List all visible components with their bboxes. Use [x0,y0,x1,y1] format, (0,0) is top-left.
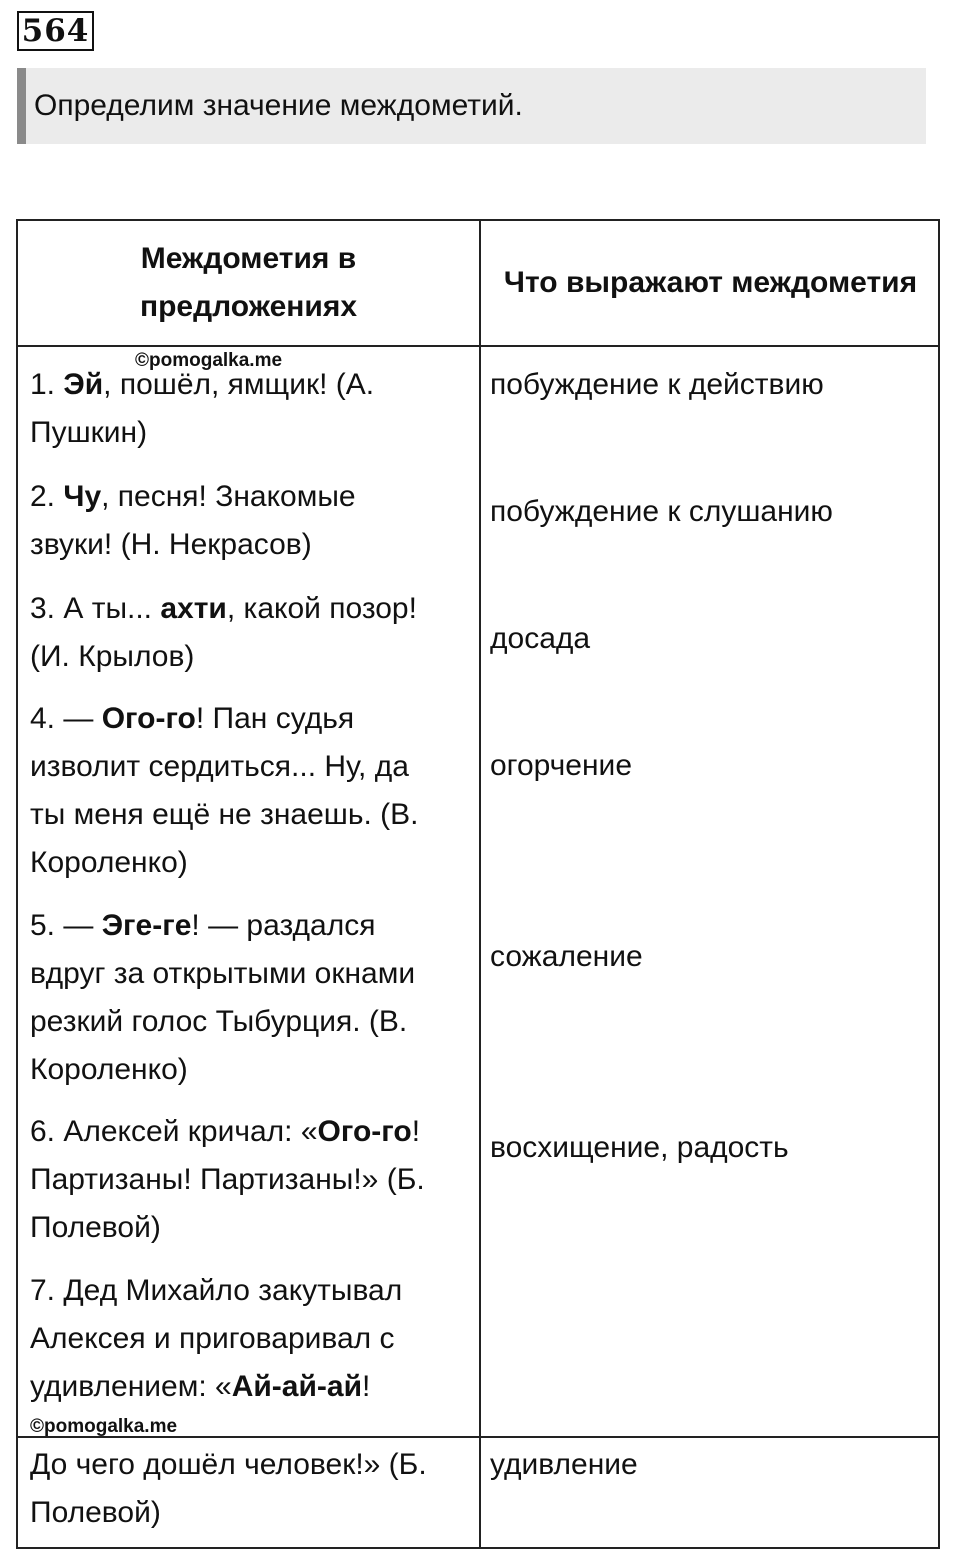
row-5-meaning: сожаление [490,940,643,973]
row-5-sentence [30,902,415,1094]
intro-text: Определим значение междометий. [17,68,926,144]
header-divider [18,345,938,347]
sentence-line: изволит сердиться... Ну, да [30,750,409,783]
header-meaning [481,221,940,345]
sentence-line: 6. Алексей кричал: «Ого-го! [30,1115,421,1148]
row-4-meaning: огорчение [490,749,633,782]
row-6-sentence [30,1108,425,1252]
header-right-label: Что выражают междометия [503,266,918,299]
row-8-meaning: удивление [490,1448,638,1481]
sentence-line: 3. А ты... ахти, какой позор! [30,592,417,625]
sentence-line: До чего дошёл человек!» (Б. [30,1448,427,1481]
sentence-line: (И. Крылов) [30,640,195,673]
sentence-line: 4. — Ого-го! Пан судья [30,702,355,735]
sentence-line: 1. Эй, пошёл, ямщик! (А. [30,368,375,401]
row-1-meaning: побуждение к действию [490,368,824,401]
sentence-line: 7. Дед Михайло закутывал [30,1274,403,1307]
row-1-sentence [30,361,374,457]
column-divider [479,221,481,1547]
row-2-sentence [30,473,356,569]
row-2-meaning: побуждение к слушанию [490,495,833,528]
watermark-top: ©pomogalka.me [135,350,283,371]
row-3-sentence [30,585,417,681]
row-7-sentence [30,1267,402,1411]
header-interjections [18,221,479,345]
sentence-line: Короленко) [30,1053,188,1086]
sentence-line: звуки! (Н. Некрасов) [30,528,312,561]
row-4-sentence [30,695,418,887]
row-8-sentence [30,1441,427,1537]
sentence-line: ты меня ещё не знаешь. (В. [30,798,419,831]
sentence-line: Короленко) [30,846,188,879]
sentence-line: Алексея и приговаривал с [30,1322,395,1355]
interjections-table [16,219,940,1549]
row-3-meaning: досада [490,622,591,655]
sentence-line: 5. — Эге-ге! — раздался [30,909,376,942]
sentence-line: Пушкин) [30,416,148,449]
sentence-line: вдруг за открытыми окнами [30,957,416,990]
row-6-meaning: восхищение, радость [490,1131,789,1164]
sentence-line: 2. Чу, песня! Знакомые [30,480,356,513]
sentence-line: удивлением: «Ай-ай-ай! [30,1370,371,1403]
header-left-line2: предложениях [139,290,358,323]
sentence-line: резкий голос Тыбурция. (В. [30,1005,408,1038]
sentence-line: Партизаны! Партизаны!» (Б. [30,1163,425,1196]
header-left-line1: Междометия в [140,242,357,275]
sentence-line: Полевой) [30,1211,161,1244]
watermark-bottom: ©pomogalka.me [30,1416,178,1437]
sentence-line: Полевой) [30,1496,161,1529]
task-number: 564 [17,11,94,51]
